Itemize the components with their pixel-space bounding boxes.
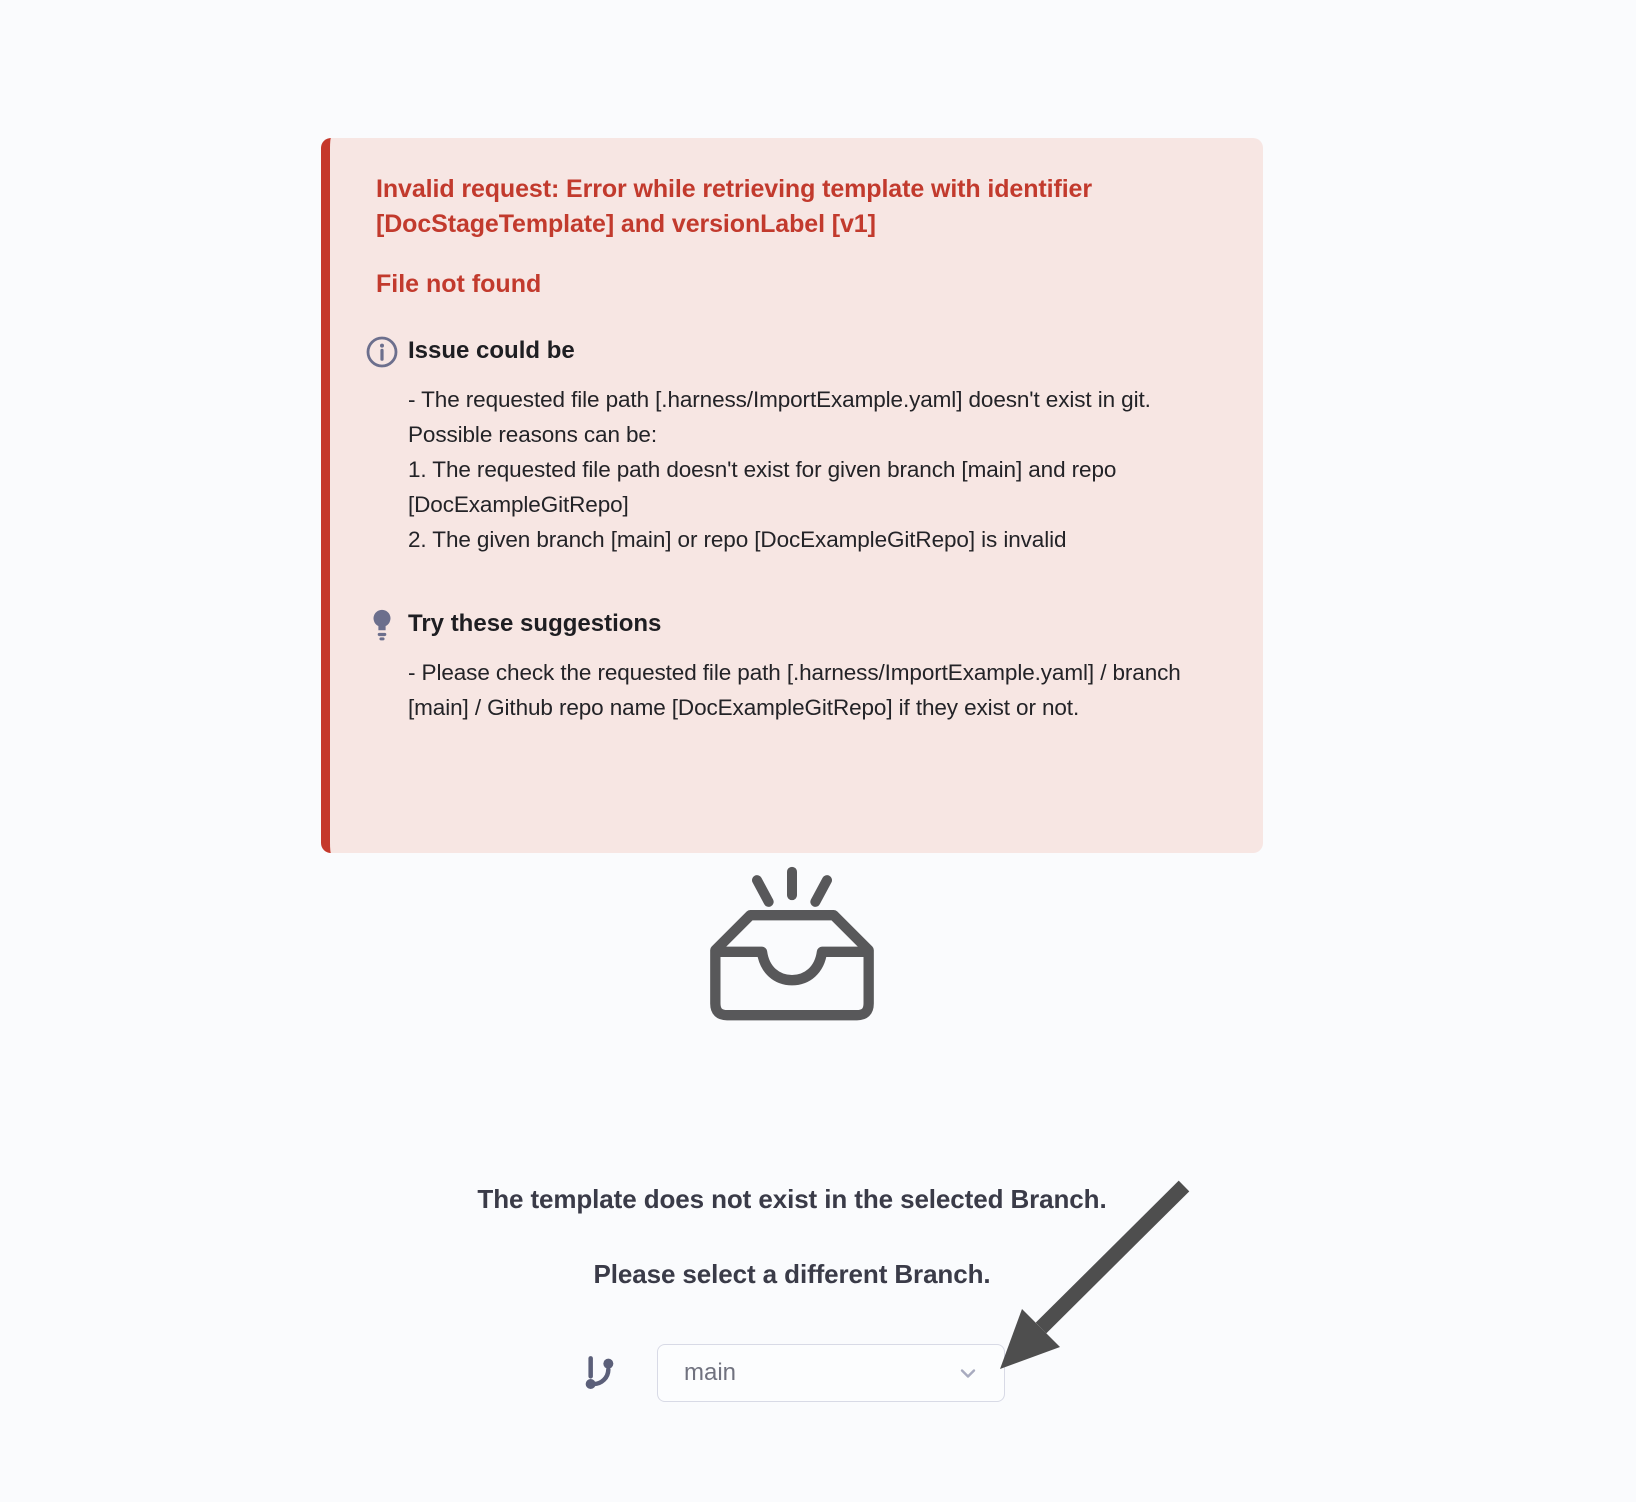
branch-select-value: main	[684, 1359, 737, 1386]
issue-line: 2. The given branch [main] or repo [DocExampleGitRepo] is invalid	[408, 526, 1067, 552]
pointer-arrow-icon	[988, 1176, 1198, 1388]
error-subtitle: File not found	[376, 270, 542, 298]
error-suggestion-section	[356, 608, 1219, 726]
error-title: Invalid request: Error while retrieving template with identifier [DocStageTemplate] and versionLabel [v1]	[376, 175, 1092, 238]
lightbulb-icon	[356, 608, 408, 726]
info-icon	[356, 335, 408, 558]
git-branch-icon	[579, 1353, 619, 1393]
empty-state-submessage: Please select a different Branch.	[593, 1259, 991, 1289]
issue-line: - The requested file path [.harness/ImportExample.yaml] doesn't exist in git. Possible reasons can be:	[408, 387, 1151, 448]
error-issue-section	[356, 335, 1219, 558]
empty-state-message: The template does not exist in the selected Branch.	[477, 1184, 1107, 1214]
branch-select[interactable]	[657, 1344, 1005, 1402]
empty-inbox-icon	[692, 865, 892, 1042]
suggestion-heading: Try these suggestions	[408, 609, 662, 637]
issue-heading: Issue could be	[408, 337, 575, 364]
issue-line: 1. The requested file path doesn't exist for given branch [main] and repo [DocExampleGitRepo]	[408, 457, 1117, 518]
suggestion-line: - Please check the requested file path [.harness/ImportExample.yaml] / branch [main] / Github repo name [DocExampleGitRepo] if they exist or not.	[408, 660, 1181, 721]
error-banner	[321, 138, 1263, 853]
